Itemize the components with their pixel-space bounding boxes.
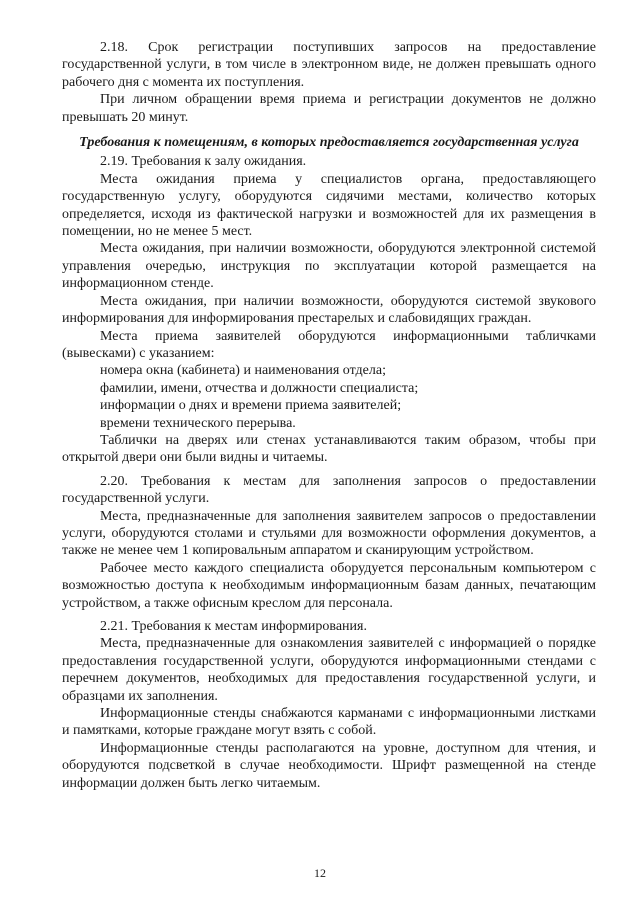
paragraph-2-20-1: Места, предназначенные для заполнения заявителем запросов о предоставлении услуги, оборудуются столами и стульями для возможности оформления документов, а также не менее чем 1 копировальным аппаратом и сканирующим устройством. xyxy=(62,508,596,559)
paragraph-2-21-1: Места, предназначенные для ознакомления заявителей с информацией о порядке предоставления государственной услуги, оборудуются информационными стендами с перечнем документов, необходимых для предоставления государственной услуги, и образцами их заполнения. xyxy=(62,636,596,704)
paragraph-2-19-2: Места ожидания, при наличии возможности, оборудуются электронной системой управления очередью, инструкция по эксплуатации которой размещается на информационном стенде. xyxy=(62,241,596,292)
paragraph-2-18: 2.18. Срок регистрации поступивших запросов на предоставление государственной услуги, в том числе в электронном виде, не должен превышать одного рабочего дня с момента их поступления. xyxy=(62,40,596,90)
paragraph-2-19-1: Места ожидания приема у специалистов органа, предоставляющего государственную услугу, оборудуются сидячими местами, количество которых определяется, исходя из фактической нагрузки и возможностей для их размещения в помещении, но не менее 5 мест. xyxy=(62,171,596,240)
paragraph-2-19-5: Таблички на дверях или стенах устанавливаются таким образом, чтобы при открытой двери они были видны и читаемы. xyxy=(62,432,596,466)
paragraph-2-20-title: 2.20. Требования к местам для заполнения запросов о предоставлении государственной услуги. xyxy=(62,473,596,507)
list-item: времени технического перерыва. xyxy=(100,415,296,431)
list-item: информации о днях и времени приема заявителей; xyxy=(100,398,402,414)
list-item: номера окна (кабинета) и наименования отдела; xyxy=(100,363,386,379)
paragraph-2-21-3: Информационные стенды располагаются на уровне, доступном для чтения, и оборудуются подсветкой в случае необходимости. Шрифт размещенной на стенде информации должен быть легко читаемым. xyxy=(62,740,596,791)
paragraph-2-19-title: 2.19. Требования к залу ожидания. xyxy=(100,154,307,170)
paragraph-2-20-2: Рабочее место каждого специалиста оборудуется персональным компьютером с возможностью доступа к необходимым информационным базам данных, печатающим устройством, а также офисным креслом для персонала. xyxy=(62,560,596,611)
paragraph-2-21-2: Информационные стенды снабжаются карманами с информационными листками и памятками, которые граждане могут взять с собой. xyxy=(62,706,596,739)
section-heading: Требования к помещениям, в которых предоставляется государственная услуга xyxy=(79,135,579,151)
paragraph-2-21-title: 2.21. Требования к местам информирования. xyxy=(100,619,367,634)
document-page xyxy=(62,39,596,792)
paragraph-2-19-3: Места ожидания, при наличии возможности, оборудуются системой звукового информирования для информирования престарелых и слабовидящих граждан. xyxy=(62,293,596,327)
list-item: фамилии, имени, отчества и должности специалиста; xyxy=(100,380,419,396)
paragraph-2-18-time: При личном обращении время приема и регистрации документов не должно превышать 20 минут. xyxy=(62,92,596,125)
page-number: 12 xyxy=(314,866,326,880)
paragraph-2-19-4: Места приема заявителей оборудуются информационными табличками (вывесками) с указанием: xyxy=(62,328,596,361)
